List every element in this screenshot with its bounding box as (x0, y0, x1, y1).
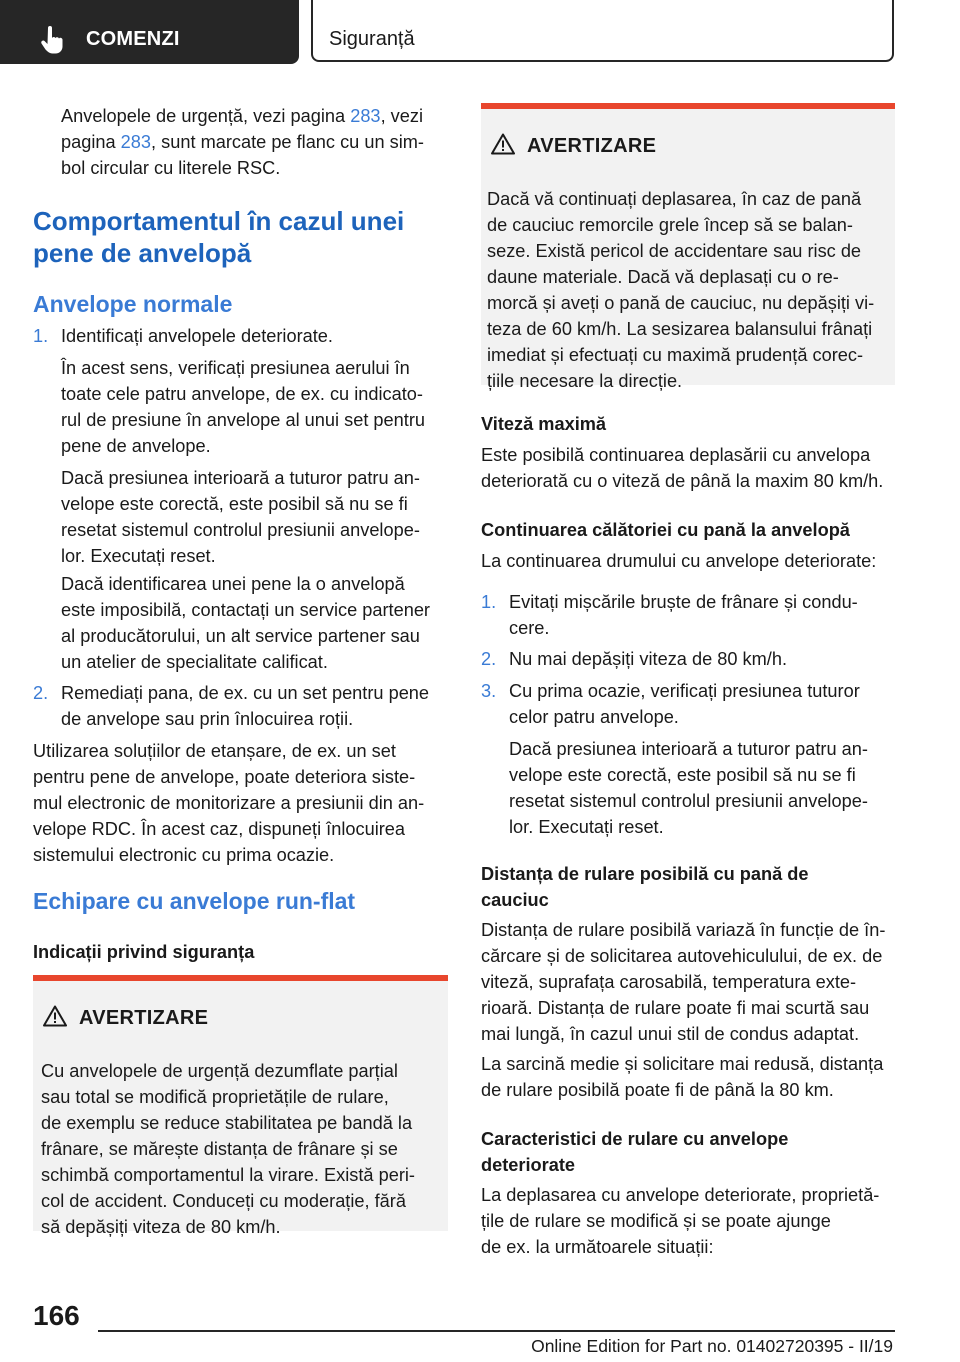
heading-flat-tire-2: pene de anvelopă (33, 238, 252, 268)
intro-line-1: Anvelopele de urgență, vezi pagina 283, vezi (61, 106, 424, 126)
heading-characteristics-1: Caracteristici de rulare cu anvelope (481, 1129, 789, 1149)
sealant-para-line-2: pentru pene de anvelope, poate deteriora siste- (33, 767, 416, 787)
sealant-para-line-3: mul electronic de monitorizare a presiunii din an- (33, 793, 425, 813)
right-step-3-p-line-2: velope este corectă, este posibil să nu se fi (509, 765, 856, 785)
char-line-1: La deplasarea cu anvelope deteriorate, proprietă- (481, 1185, 880, 1205)
speed-line-2: deteriorată cu o viteză de până la maxim 80 km/h. (481, 471, 884, 491)
warning-title-right: AVERTIZARE (527, 135, 657, 157)
warning-right-line-3: seze. Există pericol de accidentare sau risc de (487, 241, 862, 262)
step-1-p3-line-1: Dacă identificarea unei pene la o anvelopă (61, 574, 405, 594)
warning-right-line-2: de cauciuc remorcile grele încep să se balan- (487, 215, 853, 236)
distance-p1-line-3: viteză, suprafața carosabilă, temperatura exte- (481, 972, 857, 992)
char-line-3: de ex. la următoarele situații: (481, 1237, 714, 1257)
warning-right-line-4: daune materiale. Dacă vă deplasați cu o re- (487, 267, 839, 288)
step-1-p2-line-4: lor. Executați reset. (61, 546, 216, 566)
page-number: 166 (33, 1300, 80, 1331)
continue-text: La continuarea drumului cu anvelope deteriorate: (481, 551, 877, 571)
heading-run-flat: Echipare cu anvelope run-flat (33, 888, 356, 914)
subheading-safety: Indicații privind siguranța (33, 942, 255, 962)
char-line-2: țile de rulare se modifică și se poate ajunge (481, 1211, 831, 1231)
section-label: Siguranță (329, 28, 415, 50)
page-link-283-b[interactable]: 283 (120, 132, 152, 152)
step-1-text: Identificați anvelopele deteriorate. (61, 326, 333, 346)
step-1-p2-line-1: Dacă presiunea interioară a tuturor patru an- (61, 468, 420, 488)
distance-p2-line-1: La sarcină medie și solicitare mai redusă, distanța (481, 1054, 884, 1074)
chapter-tab[interactable] (0, 0, 299, 64)
step-1-p2-line-2: velope este corectă, este posibil să nu se fi (61, 494, 408, 514)
distance-p1-line-1: Distanța de rulare posibilă variază în funcție de în- (481, 920, 886, 940)
page-link-283-a[interactable]: 283 (350, 106, 381, 126)
right-step-1-line-2: cere. (509, 618, 550, 638)
right-step-3-line-2: celor patru anvelope. (509, 707, 679, 727)
warning-left-line-5: schimbă comportamentul la virare. Există peri- (41, 1165, 415, 1186)
heading-max-speed: Viteză maximă (481, 414, 607, 434)
right-step-3-line-1: Cu prima ocazie, verificați presiunea tuturor (509, 681, 860, 701)
warning-left-line-2: sau total se modifică proprietățile de rulare, (41, 1087, 389, 1108)
warning-left-line-3: de exemplu se reduce stabilitatea pe bandă la (41, 1113, 413, 1134)
sealant-para-line-1: Utilizarea soluțiilor de etanșare, de ex. un set (33, 741, 396, 761)
step-2-line-2: de anvelope sau prin înlocuirea roții. (61, 709, 354, 729)
warning-right-line-8: țiile necesare la direcție. (487, 371, 683, 392)
warning-left-line-6: col de accident. Conduceți cu moderație, fără (41, 1191, 406, 1212)
warning-triangle-icon (43, 1005, 67, 1027)
right-step-1-number: 1. (481, 592, 497, 612)
step-2-number: 2. (33, 683, 49, 703)
warning-left-line-7: să depășiți viteza de 80 km/h. (41, 1217, 281, 1238)
warning-right-line-7: imediat și efectuați cu maximă prudență corec- (487, 345, 864, 366)
distance-p2-line-2: de rulare posibilă poate fi de până la 80 km. (481, 1080, 834, 1100)
step-1-p1-line-1: În acest sens, verificați presiunea aerului în (61, 358, 410, 378)
step-1-p3-line-3: al producătorului, un alt service partener sau (61, 626, 420, 646)
warning-triangle-icon (491, 133, 515, 155)
warning-left-line-4: frânare, se mărește distanța de frânare și se (41, 1139, 398, 1160)
right-step-1-line-1: Evitați mișcările bruște de frânare și condu- (509, 592, 858, 612)
edition-text: Online Edition for Part no. 01402720395 - II/19 (531, 1336, 893, 1356)
heading-distance-1: Distanța de rulare posibilă cu pană de (481, 864, 809, 884)
warning-right-line-5: morcă și aveți o pană de cauciuc, nu depășiți vi- (487, 293, 875, 314)
step-1-p1-line-3: rul de presiune în anvelope al unui set pentru (61, 410, 425, 430)
right-step-2-text: Nu mai depășiți viteza de 80 km/h. (509, 649, 787, 669)
distance-p1-line-5: mai lungă, în cazul unui stil de condus adaptat. (481, 1024, 860, 1044)
chapter-label: COMENZI (86, 28, 180, 50)
step-1-number: 1. (33, 326, 49, 346)
page-header (0, 0, 960, 66)
step-1-p1-line-2: toate cele patru anvelope, de ex. cu indicato- (61, 384, 423, 404)
heading-characteristics-2: deteriorate (481, 1155, 576, 1175)
distance-p1-line-4: rioară. Distanța de rulare poate fi mai scurtă sau (481, 998, 870, 1018)
heading-flat-tire-1: Comportamentul în cazul unei (33, 206, 405, 236)
warning-right-line-1: Dacă vă continuați deplasarea, în caz de pană (487, 189, 862, 210)
sealant-para-line-5: sistemului electronic cu prima ocazie. (33, 845, 335, 865)
section-tab[interactable] (311, 0, 894, 62)
hand-pointer-icon (40, 26, 64, 54)
right-step-3-p-line-3: resetat sistemul controlul presiunii anvelope- (509, 791, 868, 811)
warning-box-right (481, 103, 895, 392)
speed-line-1: Este posibilă continuarea deplasării cu anvelopa (481, 445, 871, 465)
heading-distance-2: cauciuc (481, 890, 549, 910)
warning-box-left (33, 975, 448, 1238)
intro-line-3: bol circular cu literele RSC. (61, 158, 281, 178)
step-2-line-1: Remediați pana, de ex. cu un set pentru pene (61, 683, 430, 703)
step-1-p2-line-3: resetat sistemul controlul presiunii anvelope- (61, 520, 420, 540)
step-1-p3-line-4: un atelier de specialitate calificat. (61, 652, 328, 672)
heading-continue-trip: Continuarea călătoriei cu pană la anvelopă (481, 520, 850, 540)
sealant-para-line-4: velope RDC. În acest caz, dispuneți înlocuirea (33, 819, 406, 839)
right-step-3-number: 3. (481, 681, 497, 701)
right-step-3-p-line-4: lor. Executați reset. (509, 817, 664, 837)
distance-p1-line-2: cărcare și de solicitarea autovehiculului, de ex. de (481, 946, 883, 966)
warning-left-line-1: Cu anvelopele de urgență dezumflate parțial (41, 1061, 398, 1082)
right-step-2-number: 2. (481, 649, 497, 669)
step-1-p1-line-4: pene de anvelope. (61, 436, 211, 456)
right-step-3-p-line-1: Dacă presiunea interioară a tuturor patru an- (509, 739, 868, 759)
footer-divider (98, 1330, 895, 1332)
warning-title-left: AVERTIZARE (79, 1007, 209, 1029)
step-1-p3-line-2: este imposibilă, contactați un service partener (61, 600, 430, 620)
warning-right-line-6: teza de 60 km/h. La sesizarea balansului frânați (487, 319, 873, 340)
intro-line-2: pagina 283, sunt marcate pe flanc cu un sim- (61, 132, 424, 152)
heading-normal-tires: Anvelope normale (33, 291, 233, 317)
